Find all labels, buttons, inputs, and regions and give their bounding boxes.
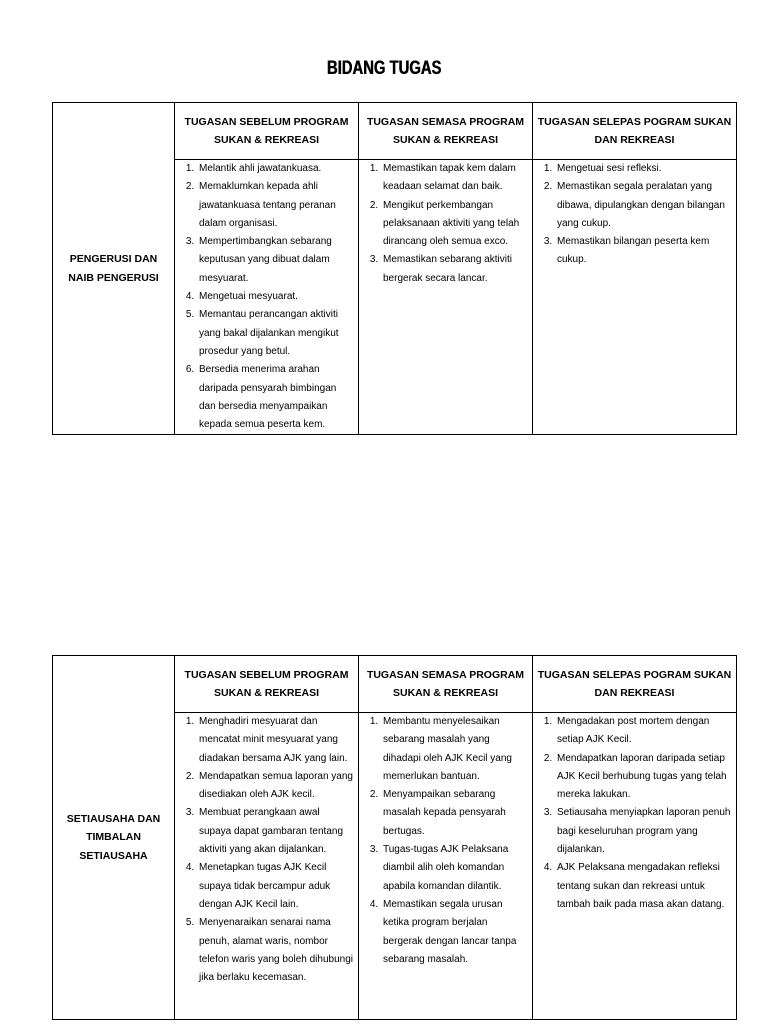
- header-row: [53, 656, 737, 713]
- list-item: 2. Memaklumkan kepada ahli jawatankuasa tentang peranan dalam organisasi.: [197, 178, 354, 233]
- header-row: [53, 103, 737, 160]
- list-item: 1. Membantu menyelesaikan sebarang masalah yang dihadapi oleh AJK Kecil yang memerlukan bantuan.: [381, 713, 528, 786]
- list-item: 1. Melantik ahli jawatankuasa.: [197, 160, 354, 178]
- after-cell: [533, 160, 737, 435]
- header-after: TUGASAN SELEPAS POGRAM SUKAN DAN REKREASI: [533, 656, 737, 713]
- before-cell: [175, 160, 359, 435]
- role-label: SETIAUSAHA DAN TIMBALAN SETIAUSAHA: [66, 812, 161, 862]
- list-item: 4. Memastikan segala urusan ketika program berjalan bergerak dengan lancar tanpa sebarang masalah.: [381, 896, 528, 969]
- header-before: TUGASAN SEBELUM PROGRAM SUKAN & REKREASI: [175, 656, 359, 713]
- list-item: 4. Menetapkan tugas AJK Kecil supaya tidak bercampur aduk dengan AJK Kecil lain.: [197, 859, 354, 914]
- role-cell: [53, 656, 175, 1020]
- list-item: 4. Mengetuai mesyuarat.: [197, 288, 354, 306]
- after-cell: [533, 713, 737, 1020]
- list-item: 3. Memastikan bilangan peserta kem cukup.: [555, 233, 732, 270]
- during-cell: [359, 160, 533, 435]
- list-item: 1. Menghadiri mesyuarat dan mencatat minit mesyuarat yang diadakan bersama AJK yang lain.: [197, 713, 354, 768]
- list-item: 3. Memastikan sebarang aktiviti bergerak secara lancar.: [381, 251, 528, 288]
- during-cell: [359, 713, 533, 1020]
- list-item: 1. Mengetuai sesi refleksi.: [555, 160, 732, 178]
- header-during: TUGASAN SEMASA PROGRAM SUKAN & REKREASI: [359, 656, 533, 713]
- during-list: [359, 713, 532, 969]
- list-item: 2. Mendapatkan laporan daripada setiap AJK Kecil berhubung tugas yang telah mereka lakukan.: [555, 750, 732, 805]
- list-item: 3. Tugas-tugas AJK Pelaksana diambil alih oleh komandan apabila komandan dilantik.: [381, 841, 528, 896]
- list-item: 1. Mengadakan post mortem dengan setiap AJK Kecil.: [555, 713, 732, 750]
- list-item: 5. Memantau perancangan aktiviti yang bakal dijalankan mengikut prosedur yang betul.: [197, 306, 354, 361]
- list-item: 2. Memastikan segala peralatan yang dibawa, dipulangkan dengan bilangan yang cukup.: [555, 178, 732, 233]
- before-cell: [175, 713, 359, 1020]
- duty-table-secretary: [52, 655, 737, 1020]
- list-item: 3. Membuat perangkaan awal supaya dapat gambaran tentang aktiviti yang akan dijalankan.: [197, 804, 354, 859]
- page-title: BIDANG TUGAS: [326, 58, 442, 79]
- duty-table-chair: [52, 102, 737, 435]
- header-before: TUGASAN SEBELUM PROGRAM SUKAN & REKREASI: [175, 103, 359, 160]
- list-item: 4. AJK Pelaksana mengadakan refleksi tentang sukan dan rekreasi untuk tambah baik pada masa akan datang.: [555, 859, 732, 914]
- after-list: [533, 160, 736, 270]
- during-list: [359, 160, 532, 288]
- list-item: 6. Bersedia menerima arahan daripada pensyarah bimbingan dan bersedia menyampaikan kepada semua peserta kem.: [197, 361, 354, 434]
- role-label: PENGERUSI DAN NAIB PENGERUSI: [68, 253, 159, 284]
- list-item: 2. Mengikut perkembangan pelaksanaan aktiviti yang telah dirancang oleh semua exco.: [381, 197, 528, 252]
- list-item: 5. Menyenaraikan senarai nama penuh, alamat waris, nombor telefon waris yang boleh dihubungi jika berlaku kecemasan.: [197, 914, 354, 987]
- header-during: TUGASAN SEMASA PROGRAM SUKAN & REKREASI: [359, 103, 533, 160]
- before-list: [175, 160, 358, 434]
- list-item: 2. Menyampaikan sebarang masalah kepada pensyarah bertugas.: [381, 786, 528, 841]
- list-item: 2. Mendapatkan semua laporan yang disediakan oleh AJK kecil.: [197, 768, 354, 805]
- before-list: [175, 713, 358, 987]
- list-item: 1. Memastikan tapak kem dalam keadaan selamat dan baik.: [381, 160, 528, 197]
- after-list: [533, 713, 736, 914]
- list-item: 3. Setiausaha menyiapkan laporan penuh bagi keseluruhan program yang dijalankan.: [555, 804, 732, 859]
- role-cell: [53, 103, 175, 435]
- header-after: TUGASAN SELEPAS POGRAM SUKAN DAN REKREASI: [533, 103, 737, 160]
- list-item: 3. Mempertimbangkan sebarang keputusan yang dibuat dalam mesyuarat.: [197, 233, 354, 288]
